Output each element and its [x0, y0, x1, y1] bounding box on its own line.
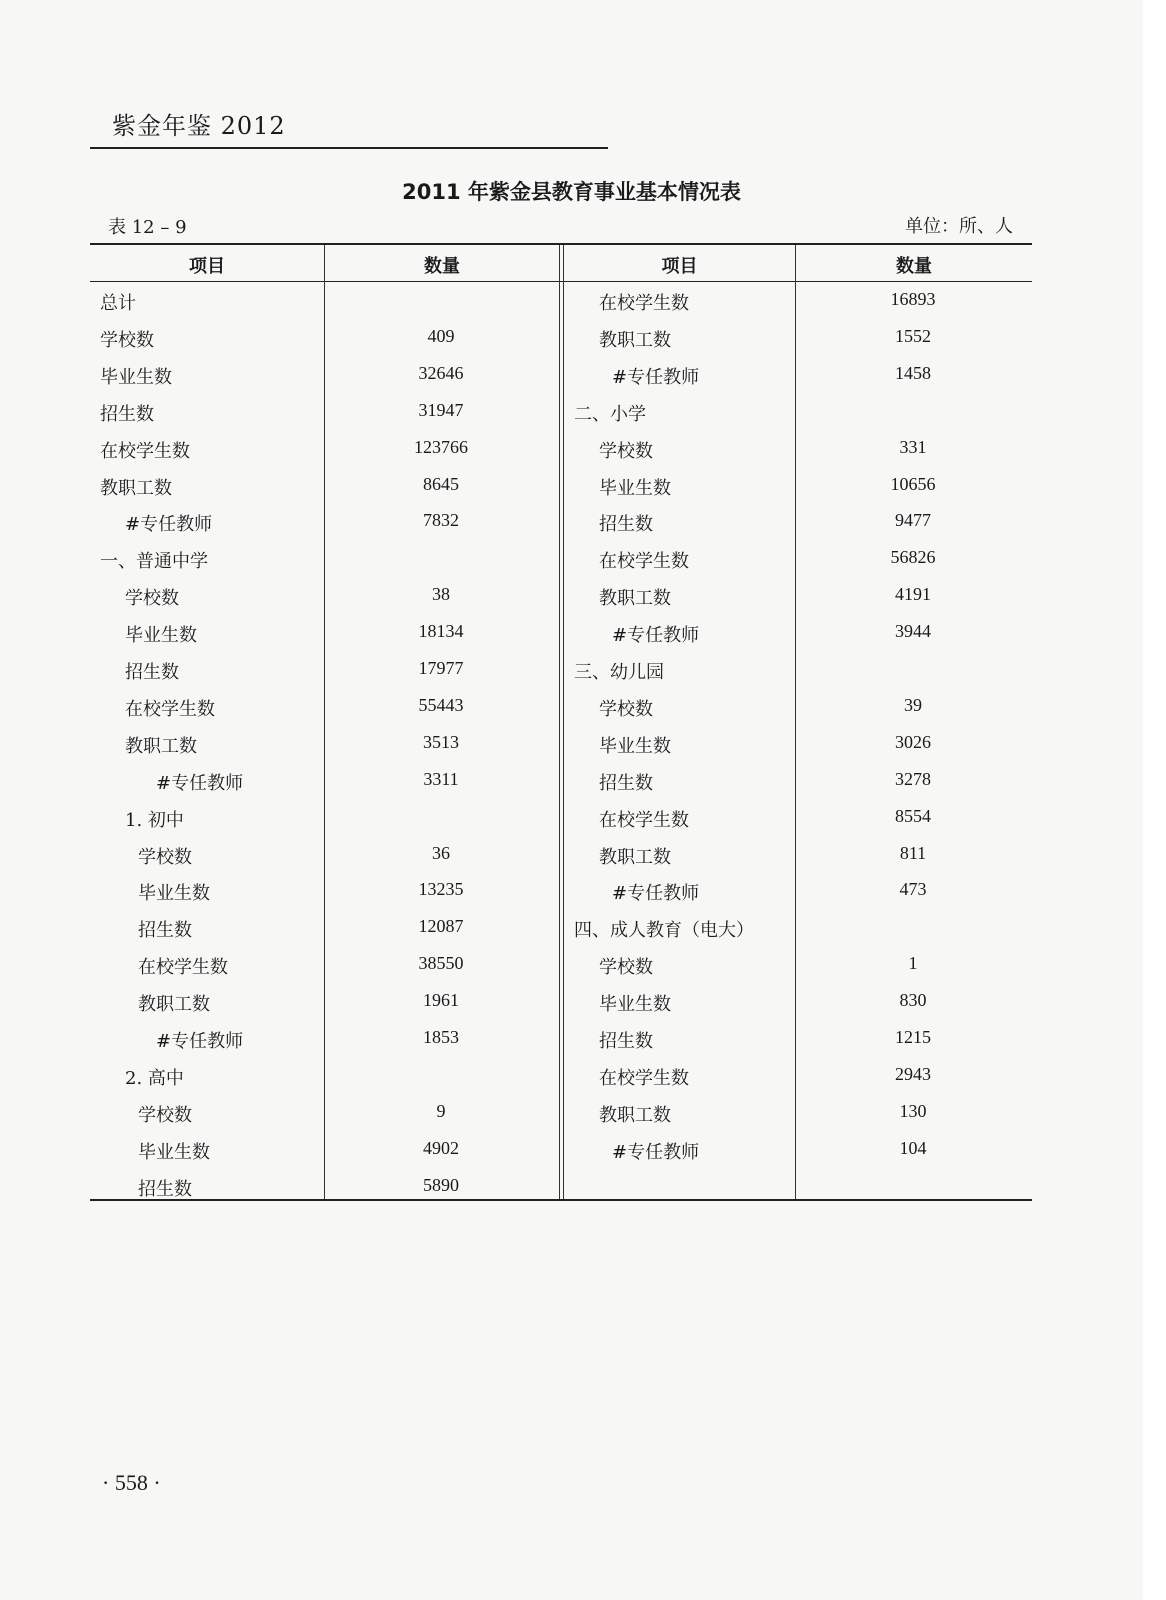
row-label: 二、小学 [574, 403, 646, 425]
table-row [90, 1064, 1032, 1100]
table-row [90, 400, 1032, 436]
row-label: 一、普通中学 [100, 551, 208, 573]
row-label: 招生数 [138, 1178, 192, 1200]
row-label: 毕业生数 [599, 735, 671, 757]
row-label: #专任教师 [612, 883, 700, 905]
table-top-rule [90, 243, 1032, 245]
row-label: 教职工数 [599, 329, 671, 351]
row-value: 830 [899, 990, 927, 1011]
table-row [90, 658, 1032, 694]
row-label: 教职工数 [599, 846, 671, 868]
row-label: #专任教师 [156, 1031, 244, 1052]
row-value: 31947 [418, 399, 464, 420]
row-label: 教职工数 [599, 1104, 671, 1126]
table-row [90, 510, 1032, 546]
row-value: 3513 [423, 731, 459, 752]
row-value: 17977 [418, 658, 464, 678]
row-label: 三、幼儿园 [574, 662, 664, 683]
row-label: 总计 [100, 293, 136, 314]
row-label: #专任教师 [612, 366, 700, 388]
row-label: 教职工数 [125, 735, 197, 757]
row-value: 13235 [418, 879, 464, 900]
table-row [90, 547, 1032, 583]
row-label: 在校学生数 [599, 293, 689, 314]
book-title: 紫金年鉴 2012 [112, 112, 286, 140]
table-row [90, 879, 1032, 915]
row-label: 在校学生数 [100, 440, 190, 462]
row-value: 4191 [895, 584, 931, 605]
row-value: 8554 [895, 805, 931, 826]
page-number: · 558 · [102, 1470, 161, 1495]
row-label: 学校数 [125, 588, 179, 610]
table-row [90, 326, 1032, 362]
table-row [90, 990, 1032, 1026]
row-label: 学校数 [100, 329, 154, 351]
page-margin [1143, 0, 1166, 1600]
row-value: 9 [436, 1100, 446, 1121]
row-value: 7832 [423, 510, 459, 531]
row-value: 10656 [890, 473, 936, 494]
table-header-rule [90, 281, 1032, 282]
table-row [90, 732, 1032, 768]
table-row [90, 843, 1032, 879]
row-value: 8645 [423, 473, 459, 494]
row-label: 毕业生数 [125, 625, 197, 647]
row-value: 56826 [890, 547, 936, 568]
table-number: 表 12 – 9 [108, 217, 187, 238]
row-value: 5890 [423, 1174, 459, 1195]
row-value: 130 [899, 1100, 927, 1121]
table-row [90, 1175, 1032, 1211]
row-label: 在校学生数 [599, 1067, 689, 1089]
row-value: 3944 [895, 621, 931, 642]
row-label: 在校学生数 [599, 551, 689, 573]
row-value: 3026 [895, 731, 931, 752]
row-value: 409 [427, 325, 455, 346]
row-label: 招生数 [100, 403, 154, 425]
table-row [90, 1101, 1032, 1137]
row-label: 教职工数 [599, 588, 671, 610]
header-rule [90, 147, 608, 149]
row-value: 1552 [895, 325, 931, 346]
row-label: 学校数 [138, 846, 192, 868]
row-value: 38550 [418, 953, 464, 974]
table-row [90, 584, 1032, 620]
row-label: 2. 高中 [125, 1067, 184, 1089]
row-label: 在校学生数 [599, 809, 689, 831]
row-value: 4902 [423, 1137, 459, 1158]
table-row [90, 1138, 1032, 1174]
row-label: 招生数 [138, 920, 192, 942]
row-label: 毕业生数 [599, 477, 671, 499]
table-unit: 单位：所、人 [905, 216, 1013, 237]
row-label: 在校学生数 [125, 698, 215, 720]
row-value: 55443 [418, 694, 464, 715]
table-row [90, 474, 1032, 510]
table-row [90, 363, 1032, 399]
row-value: 32646 [418, 362, 464, 383]
row-value: 1458 [895, 362, 931, 383]
row-label: #专任教师 [612, 1141, 700, 1163]
row-value: 1215 [895, 1027, 931, 1047]
table-row [90, 621, 1032, 657]
row-value: 473 [899, 879, 927, 900]
row-value: 331 [899, 436, 927, 457]
row-label: #专任教师 [612, 625, 700, 647]
row-label: 在校学生数 [138, 957, 228, 979]
row-value: 9477 [895, 510, 931, 531]
column-header-quantity: 数量 [424, 256, 460, 277]
row-label: 学校数 [599, 698, 653, 720]
row-label: 四、成人教育（电大） [574, 920, 754, 942]
row-label: #专任教师 [125, 514, 213, 536]
row-value: 1 [908, 953, 918, 974]
row-label: 1. 初中 [125, 809, 184, 831]
table-row [90, 769, 1032, 805]
row-label: 教职工数 [100, 477, 172, 499]
row-value: 12087 [418, 916, 464, 937]
row-label: 招生数 [599, 772, 653, 794]
row-value: 3278 [895, 768, 931, 789]
row-value: 123766 [414, 436, 468, 457]
row-label: 学校数 [599, 440, 653, 462]
row-label: #专任教师 [156, 772, 244, 794]
row-label: 招生数 [125, 662, 179, 683]
table-row [90, 289, 1032, 325]
row-label: 教职工数 [138, 994, 210, 1016]
row-label: 毕业生数 [138, 1141, 210, 1163]
column-header-item: 项目 [189, 256, 225, 277]
row-label: 毕业生数 [100, 366, 172, 388]
column-header-quantity: 数量 [896, 256, 932, 277]
column-header-item: 项目 [661, 256, 698, 277]
row-label: 学校数 [138, 1104, 192, 1126]
table-row [90, 916, 1032, 952]
row-label: 招生数 [599, 1031, 653, 1052]
row-value: 18134 [418, 621, 464, 642]
table-title: 2011 年紫金县教育事业基本情况表 [402, 180, 741, 204]
row-value: 104 [899, 1137, 927, 1158]
row-value: 1853 [423, 1027, 459, 1047]
row-value: 16893 [890, 289, 936, 309]
table-row [90, 806, 1032, 842]
row-value: 39 [904, 694, 922, 715]
row-value: 36 [432, 842, 450, 863]
row-value: 1961 [423, 990, 459, 1011]
row-label: 招生数 [599, 514, 653, 536]
row-label: 毕业生数 [599, 994, 671, 1016]
row-label: 学校数 [599, 957, 653, 979]
row-value: 3311 [423, 768, 459, 789]
table-row [90, 695, 1032, 731]
row-label: 毕业生数 [138, 883, 210, 905]
row-value: 811 [899, 842, 927, 863]
table-row [90, 953, 1032, 989]
table-row [90, 437, 1032, 473]
row-value: 38 [432, 584, 450, 605]
table-row [90, 1027, 1032, 1063]
row-value: 2943 [895, 1063, 931, 1084]
statistics-table [90, 243, 1032, 1202]
